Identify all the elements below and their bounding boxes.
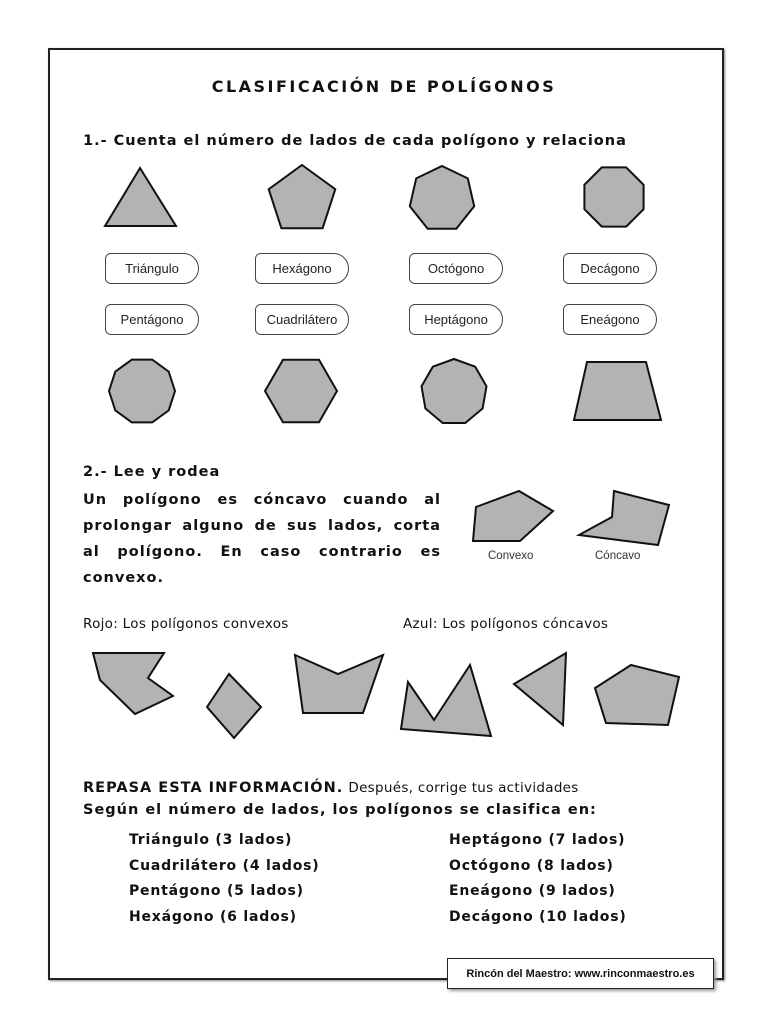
concave-example-shape — [579, 491, 669, 545]
review-intro: Según el número de lados, los polígonos se clasifica en: — [83, 802, 597, 818]
review-heading-rest: Después, corrige tus actividades — [348, 780, 579, 796]
polygon-name-label[interactable]: Eneágono — [563, 304, 657, 335]
triangle-shape — [105, 168, 176, 226]
hexagon-shape — [265, 360, 337, 422]
polygon-name-label[interactable]: Pentágono — [105, 304, 199, 335]
trapezoid-shape — [574, 362, 661, 420]
review-list-left — [129, 828, 319, 930]
polygon-name-label[interactable]: Octógono — [409, 253, 503, 284]
concave-example-label: Cóncavo — [595, 550, 641, 562]
convex-example-label: Convexo — [488, 550, 534, 562]
pentagon-shape — [269, 165, 336, 228]
list-item: Triángulo (3 lados) — [129, 832, 293, 848]
concave-polygon-1 — [93, 653, 173, 714]
convex-example-shape — [473, 491, 553, 541]
list-item: Pentágono (5 lados) — [129, 883, 304, 899]
polygon-name-label[interactable]: Cuadrilátero — [255, 304, 349, 335]
octagon-shape — [584, 167, 643, 226]
rhombus-shape — [207, 674, 261, 738]
polygon-name-label[interactable]: Hexágono — [255, 253, 349, 284]
review-heading-bold: REPASA ESTA INFORMACIÓN. — [83, 780, 344, 796]
concave-polygon-3 — [401, 665, 491, 736]
concave-polygon-2 — [295, 655, 383, 713]
heptagon-shape — [410, 166, 474, 229]
instruction-red: Rojo: Los polígonos convexos — [83, 616, 289, 632]
section2-heading: 2.- Lee y rodea — [83, 464, 221, 480]
polygon-name-label[interactable]: Triángulo — [105, 253, 199, 284]
pentagon-shape-2 — [595, 665, 679, 725]
polygon-name-label[interactable]: Decágono — [563, 253, 657, 284]
polygon-name-label[interactable]: Heptágono — [409, 304, 503, 335]
nonagon-shape — [422, 359, 487, 423]
list-item: Decágono (10 lados) — [449, 908, 627, 925]
list-item: Heptágono (7 lados) — [449, 832, 626, 848]
list-item: Cuadrilátero (4 lados) — [129, 857, 320, 874]
footer-credit: Rincón del Maestro: www.rinconmaestro.es — [447, 958, 714, 989]
review-heading — [83, 777, 579, 796]
concave-definition: Un polígono es cóncavo cuando al prolongar alguno de sus lados, corta al polígono. En caso contrario es convexo. — [83, 492, 441, 586]
page-title: CLASIFICACIÓN DE POLÍGONOS — [211, 77, 557, 96]
decagon-shape — [109, 360, 175, 423]
review-list-right — [449, 828, 627, 930]
section1-heading: 1.- Cuenta el número de lados de cada polígono y relaciona — [83, 133, 627, 149]
list-item: Hexágono (6 lados) — [129, 908, 297, 925]
instruction-blue: Azul: Los polígonos cóncavos — [403, 616, 609, 632]
list-item: Octógono (8 lados) — [449, 857, 614, 874]
triangle-shape-2 — [514, 653, 566, 725]
list-item: Eneágono (9 lados) — [449, 883, 616, 899]
